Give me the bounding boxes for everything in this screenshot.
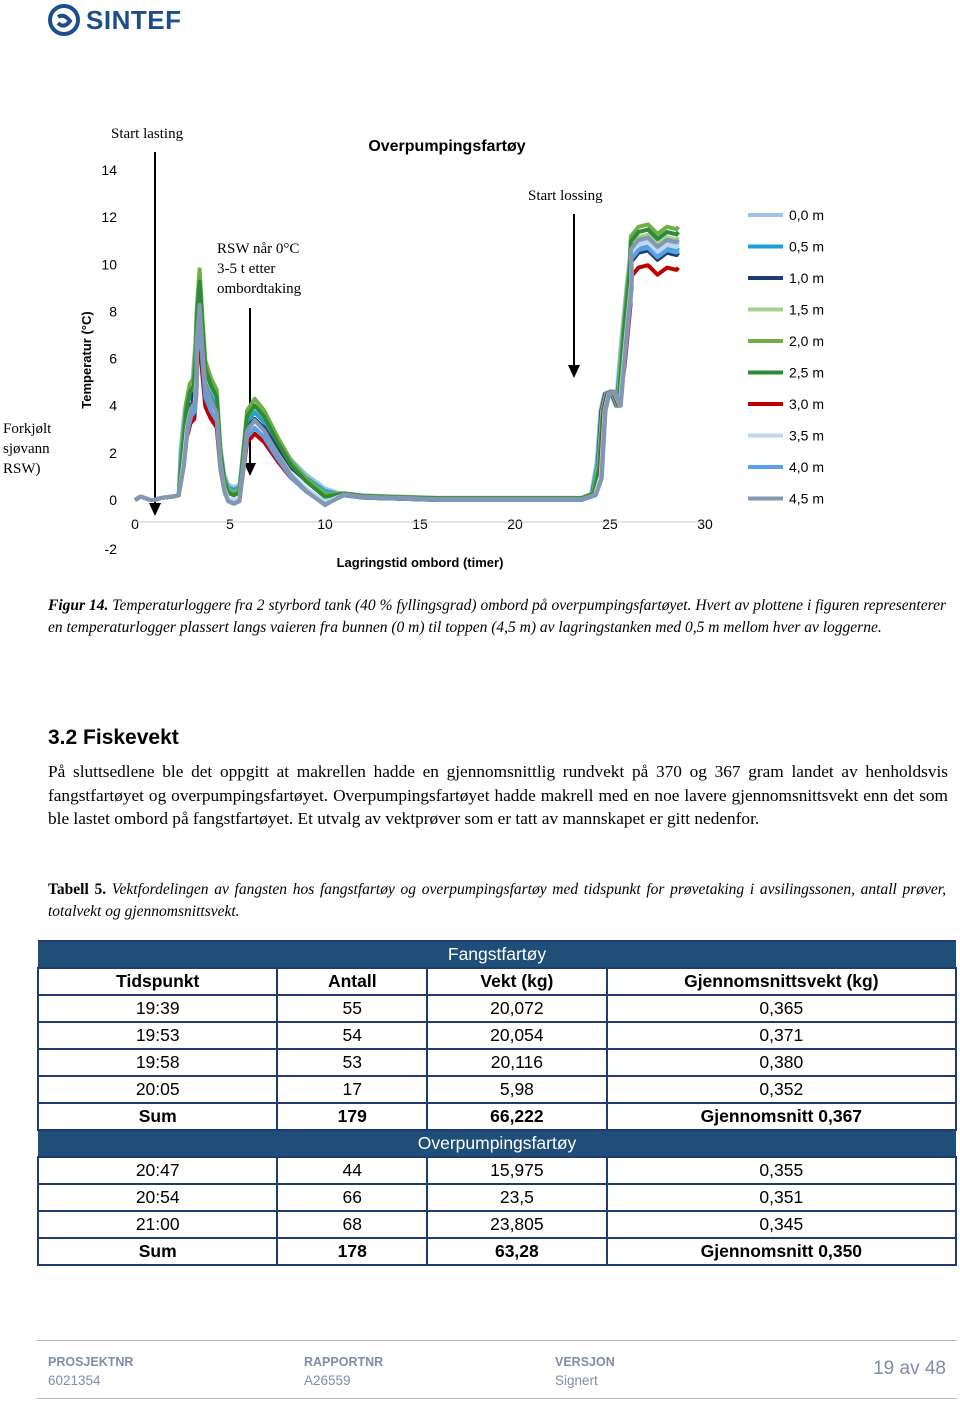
table-cell: 0,345 [607, 1211, 956, 1238]
table-cell: 5,98 [427, 1076, 607, 1103]
table-cell: Gjennomsnitt 0,367 [607, 1103, 956, 1130]
footer-divider-bottom [37, 1398, 957, 1399]
table-cell: Sum [38, 1103, 277, 1130]
table-sum-row [38, 1238, 956, 1265]
rsw-annotation-line3: ombordtaking [217, 281, 302, 297]
table-cell: 23,805 [427, 1211, 607, 1238]
table-row [38, 1076, 956, 1103]
y-tick-label: 10 [101, 256, 117, 273]
x-tick-label: 25 [602, 516, 618, 532]
table-cell: 66 [277, 1184, 427, 1211]
y-tick-label: 0 [109, 492, 117, 508]
table-sum-row [38, 1103, 956, 1130]
start-lasting-label: Start lasting [111, 126, 184, 142]
table-cell: 20:47 [38, 1157, 277, 1184]
sintef-logo-icon [48, 4, 80, 36]
table-header-row [38, 968, 956, 995]
table-row [38, 1049, 956, 1076]
table-cell: 19:39 [38, 995, 277, 1022]
legend-label: 4,0 m [789, 459, 825, 475]
footer-versjon: Signert [555, 1373, 598, 1388]
table-cell: 0,355 [607, 1157, 956, 1184]
legend-label: 0,5 m [789, 238, 825, 255]
rsw-side-label: RSW) [3, 461, 41, 477]
legend-label: 1,5 m [789, 301, 825, 318]
y-tick-label: 2 [109, 444, 117, 461]
legend-label: 2,5 m [789, 364, 825, 381]
section-paragraph: På sluttsedlene ble det oppgitt at makrellen hadde en gjennomsnittlig rundvekt på 370 og 367 gram landet av henholdsvis fangstfartøyet og overpumpingsfartøyet. Overpumpingsfartøyet hadde makrell med en noe lavere gjennomsnittsvekt enn det som ble lastet ombord på fangstfartøyet. Et utvalg av vektprøver som er tatt av mannskapet er gitt nedenfor. [48, 762, 948, 828]
chart-title: Overpumpingsfartøy [368, 138, 526, 155]
legend-label: 3,0 m [789, 396, 825, 412]
figure-caption-text: Temperaturloggere fra 2 styrbord tank (40 % fyllingsgrad) ombord på overpumpingsfartøyet. Hvert av plottene i figuren representerer en temperaturlogger plassert langs vaieren fra bunnen (0 m) til toppen (4,5 m) av lagringstanken med 0,5 m mellom hver av loggerne. [48, 597, 946, 636]
start-lossing-label: Start lossing [528, 188, 603, 204]
y-tick-label: 8 [109, 303, 117, 320]
table-cell: 21:00 [38, 1211, 277, 1238]
x-tick-label: 15 [412, 516, 428, 532]
table-cell: 66,222 [427, 1103, 607, 1130]
table-cell: 0,380 [607, 1049, 956, 1076]
y-tick-label: -2 [104, 541, 117, 557]
legend-label: 3,5 m [789, 427, 825, 444]
footer-rapportnr: A26559 [304, 1373, 351, 1388]
footer-prosjektnr-label: PROSJEKTNR [48, 1355, 134, 1369]
footer-divider-top [37, 1340, 957, 1341]
table-cell: 179 [277, 1103, 427, 1130]
table-cell: 0,352 [607, 1076, 956, 1103]
figure-caption-label: Figur 14. [48, 597, 109, 614]
footer-versjon-label: VERSJON [555, 1355, 615, 1369]
table-cell: Gjennomsnittsvekt (kg) [607, 968, 956, 995]
table-group-fangstfartoy [38, 941, 956, 968]
y-axis-label: Temperatur (°C) [79, 311, 94, 409]
table-group-fangstfartoy-label: Fangstfartøy [38, 941, 956, 968]
table-cell: 17 [277, 1076, 427, 1103]
footer-rapportnr-label: RAPPORTNR [304, 1355, 384, 1369]
table-cell: 44 [277, 1157, 427, 1184]
table-cell: 0,365 [607, 995, 956, 1022]
y-tick-label: 4 [109, 397, 117, 414]
x-tick-label: 0 [131, 516, 139, 532]
y-tick-label: 6 [109, 350, 117, 367]
legend-label: 1,0 m [789, 270, 825, 286]
y-tick-label: 14 [101, 162, 117, 178]
footer-page-number: 19 av 48 [873, 1358, 946, 1379]
sintef-logo [48, 4, 181, 36]
table-cell: 15,975 [427, 1157, 607, 1184]
table-group-overpumpingsfartoy [38, 1130, 956, 1157]
rsw-side-label: Forkjølt [3, 421, 52, 437]
weight-table [37, 940, 957, 1266]
table-cell: Gjennomsnitt 0,350 [607, 1238, 956, 1265]
table-cell: 23,5 [427, 1184, 607, 1211]
y-tick-label: 12 [101, 209, 117, 226]
table-group-overpumpingsfartoy-label: Overpumpingsfartøy [38, 1130, 956, 1157]
table-cell: 53 [277, 1049, 427, 1076]
table-cell: 20:54 [38, 1184, 277, 1211]
table-cell: 20:05 [38, 1076, 277, 1103]
section-heading: 3.2 Fiskevekt [48, 726, 179, 749]
table-cell: 20,072 [427, 995, 607, 1022]
table-cell: Vekt (kg) [427, 968, 607, 995]
table-cell: 20,116 [427, 1049, 607, 1076]
table-row [38, 1184, 956, 1211]
table-cell: Tidspunkt [38, 968, 277, 995]
table-row [38, 1211, 956, 1238]
table-cell: 178 [277, 1238, 427, 1265]
table-cell: 19:53 [38, 1022, 277, 1049]
table-caption-label: Tabell 5. [48, 881, 107, 898]
table-cell: 0,371 [607, 1022, 956, 1049]
legend-label: 4,5 m [789, 490, 825, 507]
table-cell: 0,351 [607, 1184, 956, 1211]
x-tick-label: 10 [317, 516, 333, 532]
table-row [38, 1157, 956, 1184]
table-cell: Antall [277, 968, 427, 995]
table-cell: 68 [277, 1211, 427, 1238]
rsw-annotation-line2: 3-5 t etter [217, 261, 276, 277]
start-lasting-arrow-head [149, 503, 161, 516]
temperature-chart [0, 110, 960, 580]
table-cell: 55 [277, 995, 427, 1022]
figure-caption [48, 595, 946, 639]
logo-text: SINTEF [86, 4, 182, 35]
legend-label: 0,0 m [789, 207, 825, 223]
table-cell: 63,28 [427, 1238, 607, 1265]
table-cell: 54 [277, 1022, 427, 1049]
legend-label: 2,0 m [789, 333, 825, 349]
table-caption [48, 879, 946, 923]
x-axis-label: Lagringstid ombord (timer) [336, 555, 504, 570]
table-row [38, 995, 956, 1022]
x-tick-label: 5 [226, 516, 234, 532]
x-tick-label: 20 [507, 516, 523, 532]
footer-prosjektnr: 6021354 [48, 1373, 101, 1388]
x-tick-label: 30 [697, 516, 713, 532]
start-lossing-arrow-head [568, 365, 580, 378]
table-caption-text: Vektfordelingen av fangsten hos fangstfartøy og overpumpingsfartøy med tidspunkt for prøvetaking i avsilingssonen, antall prøver, totalvekt og gjennomsnittsvekt. [48, 881, 946, 920]
table-row [38, 1022, 956, 1049]
table-cell: 20,054 [427, 1022, 607, 1049]
table-cell: Sum [38, 1238, 277, 1265]
rsw-side-label: sjøvann [3, 441, 50, 457]
rsw-annotation-line1: RSW når 0°C [217, 241, 300, 257]
table-cell: 19:58 [38, 1049, 277, 1076]
